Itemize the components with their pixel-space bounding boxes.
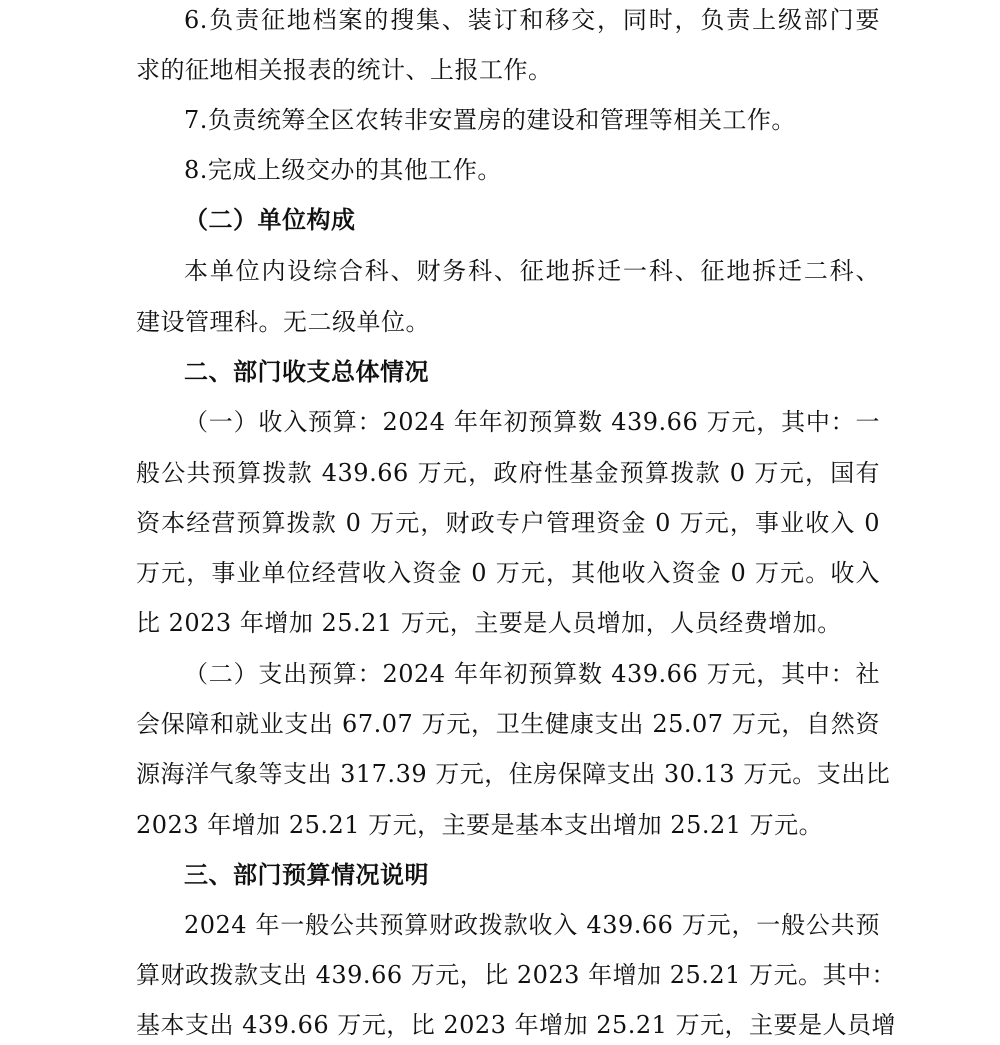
paragraph-line: 会保障和就业支出 67.07 万元，卫生健康支出 25.07 万元，自然资 bbox=[136, 710, 880, 738]
paragraph-line: 8.完成上级交办的其他工作。 bbox=[184, 156, 502, 184]
paragraph-line: 2023 年增加 25.21 万元，主要是基本支出增加 25.21 万元。 bbox=[136, 811, 824, 839]
paragraph-line: 算财政拨款支出 439.66 万元，比 2023 年增加 25.21 万元。其中： bbox=[136, 961, 897, 989]
paragraph-line: 建设管理科。无二级单位。 bbox=[136, 308, 430, 336]
paragraph-line: 万元，事业单位经营收入资金 0 万元，其他收入资金 0 万元。收入 bbox=[136, 559, 880, 587]
section-heading: 三、部门预算情况说明 bbox=[184, 861, 429, 889]
paragraph-line: 求的征地相关报表的统计、上报工作。 bbox=[136, 56, 553, 84]
paragraph-line: （一）收入预算：2024 年年初预算数 439.66 万元，其中：一 bbox=[184, 408, 880, 436]
section-heading: （二）单位构成 bbox=[184, 206, 356, 234]
paragraph-line: 资本经营预算拨款 0 万元，财政专户管理资金 0 万元，事业收入 0 bbox=[136, 509, 880, 537]
paragraph-line: 源海洋气象等支出 317.39 万元，住房保障支出 30.13 万元。支出比 bbox=[136, 760, 891, 788]
paragraph-line: 6.负责征地档案的搜集、装订和移交，同时，负责上级部门要 bbox=[184, 6, 880, 34]
paragraph-line: 比 2023 年增加 25.21 万元，主要是人员增加，人员经费增加。 bbox=[136, 609, 842, 637]
paragraph-line: 般公共预算拨款 439.66 万元，政府性基金预算拨款 0 万元，国有 bbox=[136, 459, 880, 487]
paragraph-line: 2024 年一般公共预算财政拨款收入 439.66 万元，一般公共预 bbox=[184, 911, 880, 939]
paragraph-line: 基本支出 439.66 万元，比 2023 年增加 25.21 万元，主要是人员增 bbox=[136, 1011, 897, 1039]
paragraph-line: 7.负责统筹全区农转非安置房的建设和管理等相关工作。 bbox=[184, 106, 796, 134]
paragraph-line: 本单位内设综合科、财务科、征地拆迁一科、征地拆迁二科、 bbox=[184, 257, 880, 285]
paragraph-line: （二）支出预算：2024 年年初预算数 439.66 万元，其中：社 bbox=[184, 660, 880, 688]
section-heading: 二、部门收支总体情况 bbox=[184, 358, 429, 386]
